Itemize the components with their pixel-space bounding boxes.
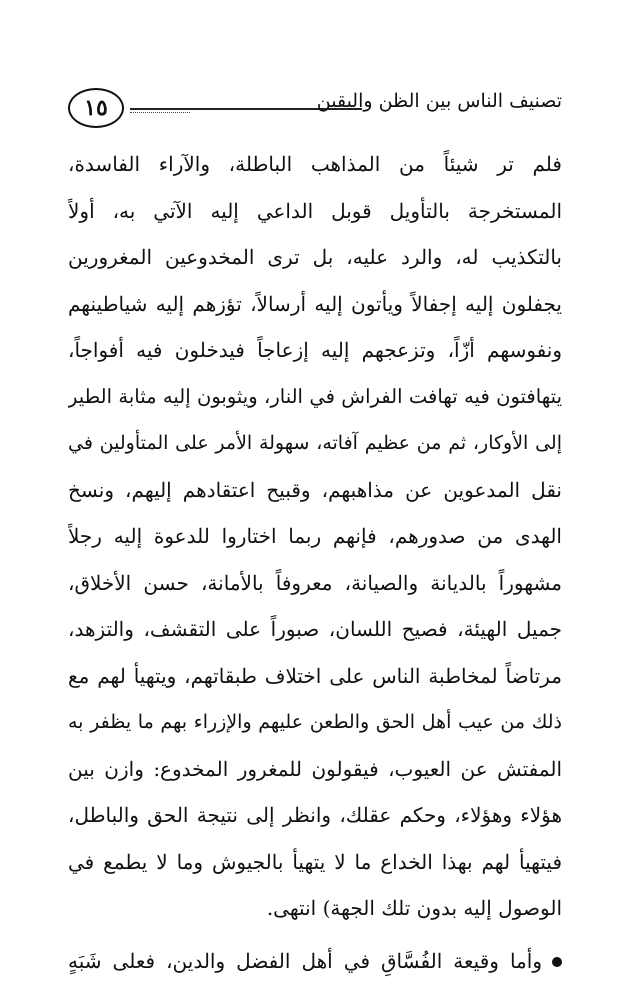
- text-line: هؤلاء وهؤلاء، وحكم عقلك، وانظر إلى نتيجة الحق والباطل،: [68, 803, 562, 827]
- bullet-icon: [552, 957, 562, 967]
- bullet-text: وأما وقيعة الفُسَّاقِ في أهل الفضل والدين، فعلى شَبَهٍ: [68, 948, 542, 973]
- running-title: تصنيف الناس بين الظن واليقين: [316, 90, 562, 112]
- text-line: الهدى من صدورهم، فإنهم ربما اختاروا للدعوة إليه رجلاً: [68, 524, 562, 548]
- page-number: ١٥: [68, 88, 124, 128]
- body-text: [68, 141, 562, 984]
- text-line: مشهوراً بالديانة والصيانة، معروفاً بالأمانة، حسن الأخلاق،: [68, 570, 562, 595]
- page-header: [68, 88, 562, 132]
- text-line: يتهافتون فيه تهافت الفراش في النار، ويثوبون إليه مثابة الطير: [68, 384, 562, 408]
- text-line: بالتكذيب له، والرد عليه، بل ترى المخدوعين المغرورين: [68, 245, 562, 269]
- text-line: المفتش عن العيوب، فيقولون للمغرور المخدوع: وازن بين: [68, 756, 562, 781]
- text-line: المستخرجة بالتأويل قوبل الداعي إليه الآتي به، أولاً: [68, 198, 562, 223]
- text-line: فلم تر شيئاً من المذاهب الباطلة، والآراء الفاسدة،: [68, 152, 562, 176]
- bullet-paragraph: [68, 938, 562, 985]
- text-line: جميل الهيئة، فصيح اللسان، صبوراً على التقشف، والتزهد،: [68, 617, 562, 641]
- text-line: ونفوسهم أزّاً، وتزعجهم إليه إزعاجاً فيدخلون فيه أفواجاً،: [68, 338, 562, 362]
- text-line: نقل المدعوين عن مذاهبهم، وقبيح اعتقادهم إليهم، ونسخ: [68, 477, 562, 502]
- text-line: فيتهيأ لهم بهذا الخداع ما لا يتهيأ بالجيوش وما لا يطمع في: [68, 849, 562, 874]
- text-line: يجفلون إليه إجفالاً ويأتون إليه أرسالاً، تؤزهم إليه شياطينهم: [68, 291, 562, 316]
- text-line: الوصول إليه بدون تلك الجهة) انتهى.: [266, 896, 562, 920]
- text-line: إلى الأوكار، ثم من عظيم آفاته، سهولة الأمر على المتأولين في: [68, 432, 562, 454]
- text-line: مرتاضاً لمخاطبة الناس على اختلاف طبقاتهم، ويتهيأ لهم مع: [68, 663, 562, 688]
- text-line: ذلك من عيب أهل الحق والطعن عليهم والإزراء بهم ما يظفر به: [68, 711, 562, 733]
